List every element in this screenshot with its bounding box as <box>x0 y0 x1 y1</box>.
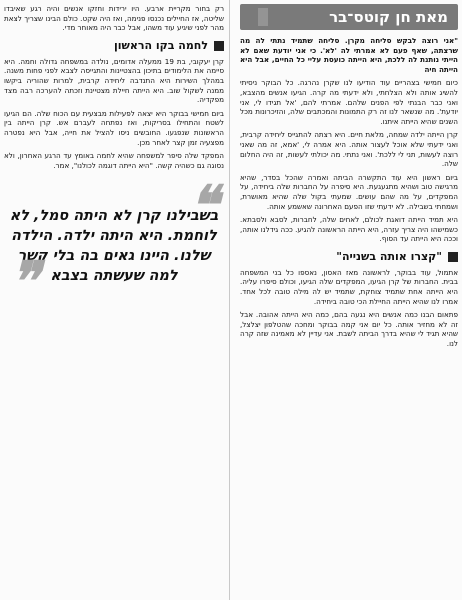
pull-quote-text: בשבילנו קרן לא היתה סמל, לא לוחמת. היא היתה ילדה. הילדה שלנו. היינו גאים בה בלי קשר למה שעשתה בצבא <box>9 208 219 285</box>
article-paragraph: היא תמיד הייתה דואגת לכולם, לאחים שלה, לחברות, לסבא ולסבתא. כשמישהו היה צריך עזרה, היא הייתה הראשונה להגיע. ככה גידלנו אותה, וככה היא הייתה עד הסוף. <box>240 215 458 244</box>
byline-author: מאת חן קוטס־בר <box>329 8 448 26</box>
article-paragraph: ביום ראשון היא עוד התקשרה הביתה ואמרה שהכל בסדר, שהיא מרגישה טוב ושהיא מתגעגעת. היא סיפרה על החברות שלה ביחידה, על המפקדים, על מה שהם עושים. שמעתי בקול שלה שהיא מאושרת, ושמחתי בשבילה. לא ידעתי שזו הפעם האחרונה שאשמע אותה. <box>240 172 458 211</box>
open-quote-icon: ❝ <box>188 173 218 238</box>
article-paragraph: פתאום הבנו כמה אנשים היא נגעה בהם, כמה היא הייתה אהובה. אבל זה לא מחזיר אותה. כל יום אני קמה בבוקר ומחכה שהטלפון יצלצל, שהיא תגיד לי שהיא בדרך הביתה לשבת. אני עדיין לא מאמינה שזה קרה לנו. <box>240 310 458 349</box>
subhead-text: "קצרו אותה בשנייה" <box>336 249 442 263</box>
subhead-marker-icon <box>214 41 224 51</box>
article-paragraph: קרן הייתה ילדה שמחה, מלאת חיים. היא רצתה להתגייס ליחידה קרבית, ואני ידעתי שלא אוכל לעצור אותה. היא אמרה לי, 'אמא, זה מה שאני רוצה לעשות, תני לי ללכת'. ואני נתתי. מה יכולתי לעשות, זה היה החלום שלה. <box>240 130 458 169</box>
article-paragraph: המפקד שלה סיפר למשפחה שהיא לחמה באומץ עד הרגע האחרון, ולא נסוגה גם כשהיה קשה. "היא הייתה דוגמה לכולנו", אמר. <box>4 151 224 170</box>
article-paragraph: רק בחור מקריית ארבע. היו ירידות וחזקו אנשים והיה רגע שאיבדו שליטה, אז החיילים נכנסו פנימה, ואז היה שקט. כולם הבינו שצריך לצאת מהר לפני שיגיע עוד משהו, אבל כבר היה מאוחר מדי. <box>4 4 224 33</box>
article-paragraph: כיום חמישי בצהריים עוד הודיעו לנו שקרן נהרגה. כל הבוקר ניסיתי להשיג אותה ולא הצלחתי, ולא ידעתי מה קרה. הגיעו אנשים מהצבא, ואני כבר הבנתי לפי הפנים שלהם. אמרתי להם, 'אל תגידו לי, אני יודעת'. מה שנשאר לנו זה רק התמונות והמכתבים שלה, והזיכרונות מכל השנים שהיא הייתה איתנו. <box>240 78 458 126</box>
byline-banner <box>240 4 458 30</box>
article-paragraph: ביום חמישי בבוקר היא יצאה לפעילות מבצעית עם הכוח שלה. הם הגיעו לשטח והתחילו בסריקות, ואז נפתחה לעברם אש. קרן הייתה בין הראשונות שנפגעו. החובשים ניסו להציל את חייה, אבל היא נפטרה מפצעיה זמן קצר לאחר מכן. <box>4 108 224 147</box>
right-column <box>240 0 458 600</box>
subhead-text: לחמה בקו הראשון <box>113 38 208 52</box>
article-paragraph: קרן יעקובי, בת 19 ממעלה אדומים, נולדה במשפחה גדולה וחמה. היא סיימה את הלימודים בתיכון בהצטיינות והתגייסה לצבא לפני פחות משנה. במהלך השירות היא התנדבה ליחידה קרבית, למרות שהוריה ביקשו ממנה לשקול שוב. היא הייתה חיילת מצטיינת וזכתה להערכה רבה מצד מפקדיה. <box>4 56 224 105</box>
pull-quote <box>4 173 224 314</box>
section-subhead <box>240 250 458 264</box>
close-quote-icon: ❞ <box>10 249 40 314</box>
article-opening: "אני רוצה לבקש סליחה מקרן. סליחה שתמיד נתתי לה מה שרצתה, שאף פעם לא אמרתי לה 'לא'. כי אני יודעת שאם לא הייתי נותנת לה ללכת, היא הייתה כועסת עליי כל החיים, אבל היא הייתה חיה <box>240 36 458 74</box>
left-column <box>4 0 224 600</box>
article-paragraph: אתמול, עוד בבוקר, לראשונה מאז האסון, נאספו כל בני המשפחה בבית. החברות של קרן הגיעו, המפקדים שלה הגיעו, וכולם סיפרו עליה. היא הייתה אחת שתמיד צוחקת, שתמיד יש לה מילה טובה לכל אחד. אמרו לנו שהיא הייתה החיילת הכי טובה ביחידה. <box>240 267 458 306</box>
column-divider <box>229 0 230 600</box>
section-subhead <box>4 39 224 53</box>
subhead-marker-icon <box>448 252 458 262</box>
